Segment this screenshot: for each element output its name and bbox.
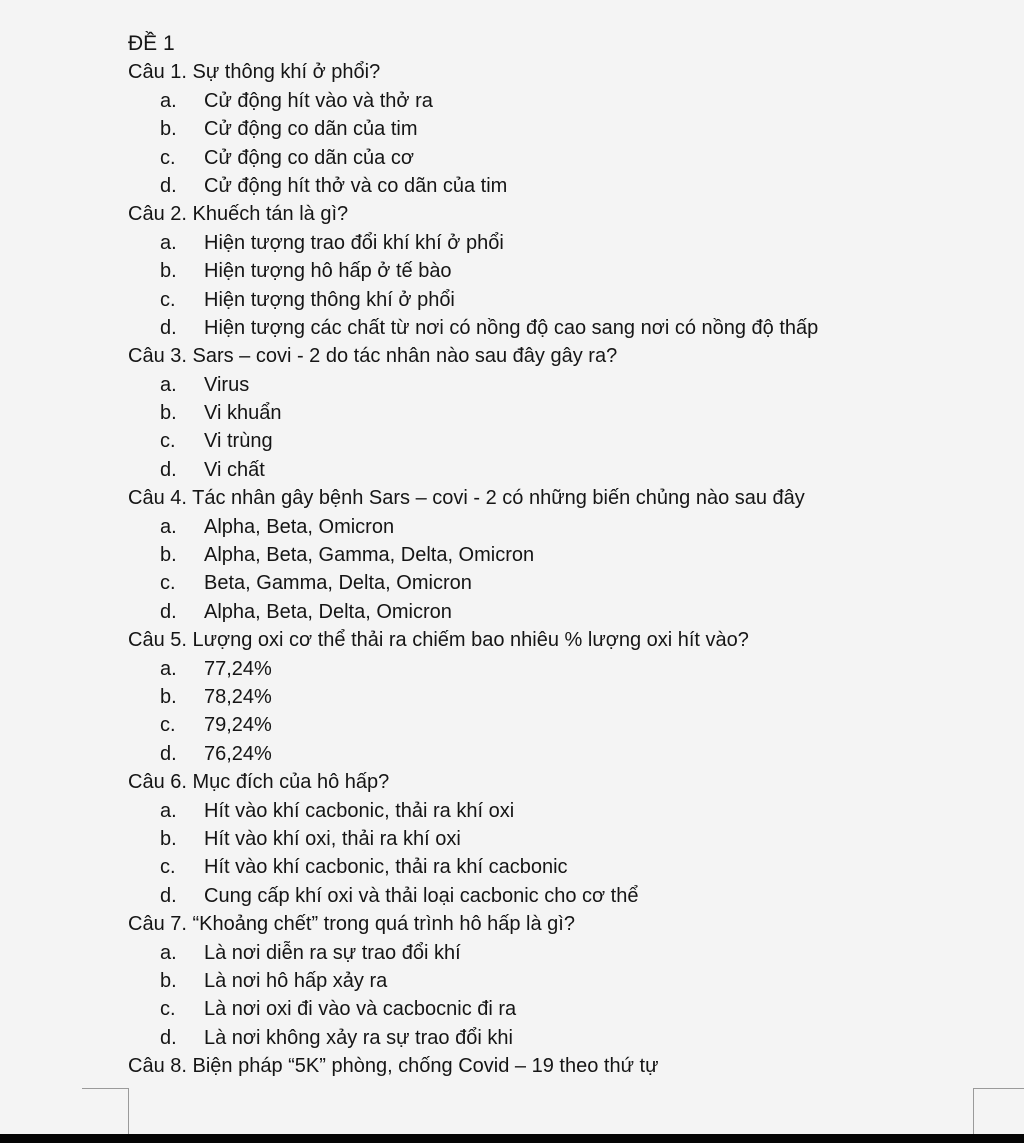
answer-option (128, 683, 988, 711)
option-label: a. (160, 231, 177, 254)
answer-option (128, 882, 988, 910)
option-label: d. (160, 316, 177, 339)
answer-option (128, 456, 988, 484)
option-text: Vi chất (204, 458, 265, 481)
option-text: Hít vào khí cacbonic, thải ra khí cacbonic (204, 856, 568, 879)
option-text: Alpha, Beta, Delta, Omicron (204, 600, 452, 623)
option-label: c. (160, 288, 176, 311)
answer-option (128, 172, 988, 200)
answer-option (128, 711, 988, 739)
option-text: Beta, Gamma, Delta, Omicron (204, 572, 472, 595)
option-label: a. (160, 799, 177, 822)
option-text: Alpha, Beta, Omicron (204, 515, 395, 538)
option-text: Hít vào khí cacbonic, thải ra khí oxi (204, 799, 515, 822)
question-text: Câu 2. Khuếch tán là gì? (128, 203, 349, 226)
question-text: Câu 3. Sars – covi - 2 do tác nhân nào sau đây gây ra? (128, 345, 618, 368)
option-text: Hiện tượng thông khí ở phổi (204, 288, 455, 311)
answer-option (128, 825, 988, 853)
option-label: d. (160, 884, 177, 907)
option-text: Alpha, Beta, Gamma, Delta, Omicron (204, 544, 535, 567)
option-text: 79,24% (204, 714, 272, 737)
option-label: c. (160, 856, 176, 879)
option-text: Cung cấp khí oxi và thải loại cacbonic cho cơ thể (204, 884, 639, 907)
option-text: Là nơi không xảy ra sự trao đổi khi (204, 1026, 513, 1049)
answer-option (128, 371, 988, 399)
answer-option (128, 115, 988, 143)
answer-option (128, 740, 988, 768)
answer-option (128, 513, 988, 541)
option-label: a. (160, 373, 177, 396)
option-label: b. (160, 685, 177, 708)
answer-option (128, 257, 988, 285)
option-label: a. (160, 941, 177, 964)
option-text: Cử động hít vào và thở ra (204, 89, 433, 112)
option-label: a. (160, 657, 177, 680)
answer-option (128, 541, 988, 569)
option-text: Cử động hít thở và co dãn của tim (204, 174, 508, 197)
option-text: Virus (204, 373, 250, 396)
option-text: Là nơi diễn ra sự trao đổi khí (204, 941, 461, 964)
exam-content (128, 30, 988, 1080)
option-text: Vi trùng (204, 430, 273, 453)
option-label: d. (160, 600, 177, 623)
answer-option (128, 399, 988, 427)
option-label: a. (160, 515, 177, 538)
option-text: Vi khuẩn (204, 402, 282, 425)
question-text: Câu 5. Lượng oxi cơ thể thải ra chiếm bao nhiêu % lượng oxi hít vào? (128, 629, 749, 652)
option-text: 78,24% (204, 685, 272, 708)
option-text: Hít vào khí oxi, thải ra khí oxi (204, 827, 461, 850)
option-text: 77,24% (204, 657, 272, 680)
option-label: b. (160, 969, 177, 992)
question-text: Câu 8. Biện pháp “5K” phòng, chống Covid – 19 theo thứ tự (128, 1055, 659, 1078)
answer-option (128, 655, 988, 683)
answer-option (128, 229, 988, 257)
answer-option (128, 967, 988, 995)
answer-option (128, 853, 988, 881)
option-label: c. (160, 714, 176, 737)
bottom-black-bar (0, 1134, 1024, 1143)
option-text: Hiện tượng hô hấp ở tế bào (204, 260, 452, 283)
answer-option (128, 939, 988, 967)
option-label: c. (160, 146, 176, 169)
page-corner-mark-right (973, 1088, 1024, 1135)
option-text: Là nơi hô hấp xảy ra (204, 969, 388, 992)
question-text: Câu 4. Tác nhân gây bệnh Sars – covi - 2 có những biến chủng nào sau đây (128, 487, 805, 510)
option-label: d. (160, 458, 177, 481)
question-text: Câu 6. Mục đích của hô hấp? (128, 771, 390, 794)
answer-option (128, 144, 988, 172)
option-label: c. (160, 430, 176, 453)
answer-option (128, 87, 988, 115)
option-text: 76,24% (204, 742, 272, 765)
option-label: d. (160, 174, 177, 197)
option-text: Cử động co dãn của cơ (204, 146, 414, 169)
option-label: d. (160, 742, 177, 765)
option-label: a. (160, 89, 177, 112)
answer-option (128, 995, 988, 1023)
answer-option (128, 569, 988, 597)
option-label: c. (160, 572, 176, 595)
option-label: c. (160, 998, 176, 1021)
answer-option (128, 286, 988, 314)
option-text: Hiện tượng trao đổi khí khí ở phổi (204, 231, 504, 254)
page-corner-mark-left (82, 1088, 129, 1135)
question-text: Câu 7. “Khoảng chết” trong quá trình hô hấp là gì? (128, 913, 575, 936)
exam-title: ĐỀ 1 (128, 32, 175, 55)
option-label: b. (160, 544, 177, 567)
option-text: Hiện tượng các chất từ nơi có nồng độ cao sang nơi có nồng độ thấp (204, 316, 819, 339)
option-text: Cử động co dãn của tim (204, 118, 418, 141)
option-label: d. (160, 1026, 177, 1049)
question-list (128, 58, 988, 1080)
option-label: b. (160, 260, 177, 283)
answer-option (128, 797, 988, 825)
question-text: Câu 1. Sự thông khí ở phổi? (128, 61, 381, 84)
option-label: b. (160, 118, 177, 141)
answer-option (128, 598, 988, 626)
option-label: b. (160, 827, 177, 850)
answer-option (128, 427, 988, 455)
option-text: Là nơi oxi đi vào và cacbocnic đi ra (204, 998, 517, 1021)
answer-option (128, 314, 988, 342)
answer-option (128, 1024, 988, 1052)
option-label: b. (160, 402, 177, 425)
